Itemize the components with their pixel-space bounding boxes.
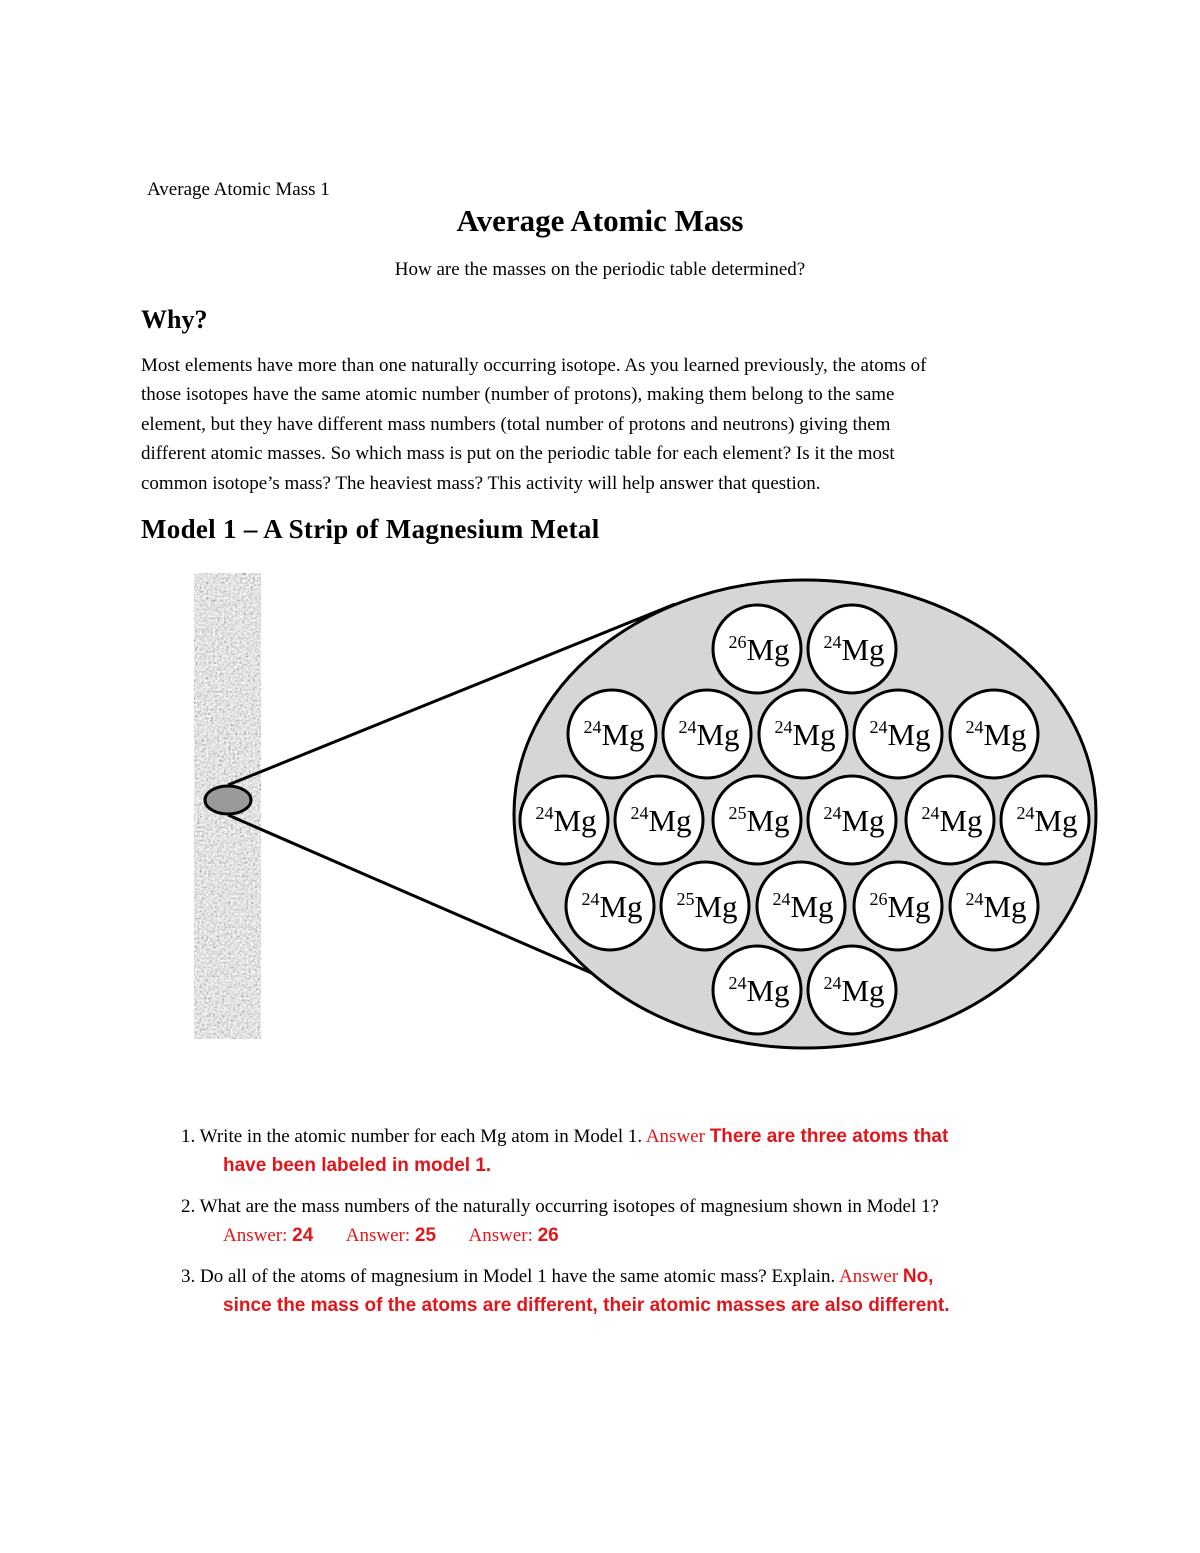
atom-mg-25 — [661, 862, 749, 950]
atom-label: 24Mg — [823, 973, 885, 1008]
atom-mg-24 — [713, 946, 801, 1034]
question-text: Write in the atomic number for each Mg atom in Model 1. — [199, 1126, 643, 1147]
atom-label: 24Mg — [823, 632, 885, 667]
question-text: What are the mass numbers of the naturally occurring isotopes of magnesium shown in Model 1? — [199, 1196, 939, 1217]
answer-text: There are three atoms that — [709, 1126, 949, 1147]
atom-label: 24Mg — [583, 717, 645, 752]
atom-label: 25Mg — [728, 803, 790, 838]
answer-value: 24 — [292, 1225, 314, 1246]
atom-label: 24Mg — [581, 889, 643, 924]
atom-label: 24Mg — [728, 973, 790, 1008]
atom-label: 24Mg — [823, 803, 885, 838]
atom-mg-24 — [757, 862, 845, 950]
atom-label: 24Mg — [630, 803, 692, 838]
page-title: Average Atomic Mass — [456, 203, 744, 238]
atom-mg-26 — [713, 605, 801, 693]
atom-label: 26Mg — [869, 889, 931, 924]
running-header: Average Atomic Mass 1 — [147, 179, 330, 200]
answer-value: 25 — [414, 1225, 437, 1246]
atom-mg-24 — [906, 776, 994, 864]
answer-value: 26 — [537, 1225, 559, 1246]
answer-text: have been labeled in model 1. — [223, 1155, 492, 1176]
page-subtitle: How are the masses on the periodic table determined? — [394, 259, 806, 280]
atom-mg-24 — [759, 690, 847, 778]
answer-text: since the mass of the atoms are different, their atomic masses are also different. — [223, 1295, 950, 1316]
atom-mg-24 — [854, 690, 942, 778]
question-2 — [181, 1192, 1081, 1250]
atom-mg-24 — [566, 862, 654, 950]
question-number: 1. — [181, 1126, 196, 1147]
atom-mg-24 — [1001, 776, 1089, 864]
answer-label: Answer: — [345, 1225, 411, 1246]
why-line: Most elements have more than one naturally occurring isotope. As you learned previously, the atoms of — [141, 355, 927, 376]
atom-label: 24Mg — [965, 717, 1027, 752]
answer-label: Answer — [645, 1126, 705, 1147]
atom-mg-24 — [808, 776, 896, 864]
atom-label: 24Mg — [678, 717, 740, 752]
zoom-selection-ellipse — [205, 786, 251, 814]
atom-mg-24 — [663, 690, 751, 778]
atom-mg-24 — [950, 690, 1038, 778]
why-heading: Why? — [141, 305, 208, 334]
atom-label: 24Mg — [1016, 803, 1078, 838]
atom-mg-25 — [713, 776, 801, 864]
why-line: element, but they have different mass numbers (total number of protons and neutrons) giving them — [141, 413, 891, 435]
why-line: common isotope’s mass? The heaviest mass? This activity will help answer that question. — [141, 472, 821, 494]
question-1 — [181, 1122, 1081, 1180]
model-heading: Model 1 – A Strip of Magnesium Metal — [141, 514, 600, 544]
atom-label: 24Mg — [774, 717, 836, 752]
why-line: those isotopes have the same atomic number (number of protons), making them belong to the same — [141, 384, 895, 406]
atom-mg-24 — [808, 946, 896, 1034]
atom-mg-24 — [568, 690, 656, 778]
atom-label: 24Mg — [921, 803, 983, 838]
atom-label: 24Mg — [772, 889, 834, 924]
question-3 — [181, 1262, 1081, 1320]
atom-mg-26 — [854, 862, 942, 950]
question-number: 3. — [181, 1266, 196, 1287]
atom-mg-24 — [950, 862, 1038, 950]
atom-label: 24Mg — [869, 717, 931, 752]
question-text: Do all of the atoms of magnesium in Model 1 have the same atomic mass? Explain. — [200, 1266, 836, 1287]
atom-label: 24Mg — [965, 889, 1027, 924]
answer-label: Answer: — [468, 1225, 533, 1246]
answer-label: Answer — [839, 1266, 899, 1287]
atom-label: 24Mg — [535, 803, 597, 838]
answer-text: No, — [902, 1266, 934, 1287]
question-number: 2. — [181, 1196, 196, 1217]
atom-label: 25Mg — [676, 889, 738, 924]
atom-label: 26Mg — [728, 632, 790, 667]
answer-label: Answer: — [223, 1225, 288, 1246]
atom-mg-24 — [615, 776, 703, 864]
why-line: different atomic masses. So which mass is put on the periodic table for each element? Is it the most — [141, 443, 895, 465]
atom-mg-24 — [808, 605, 896, 693]
atom-mg-24 — [520, 776, 608, 864]
